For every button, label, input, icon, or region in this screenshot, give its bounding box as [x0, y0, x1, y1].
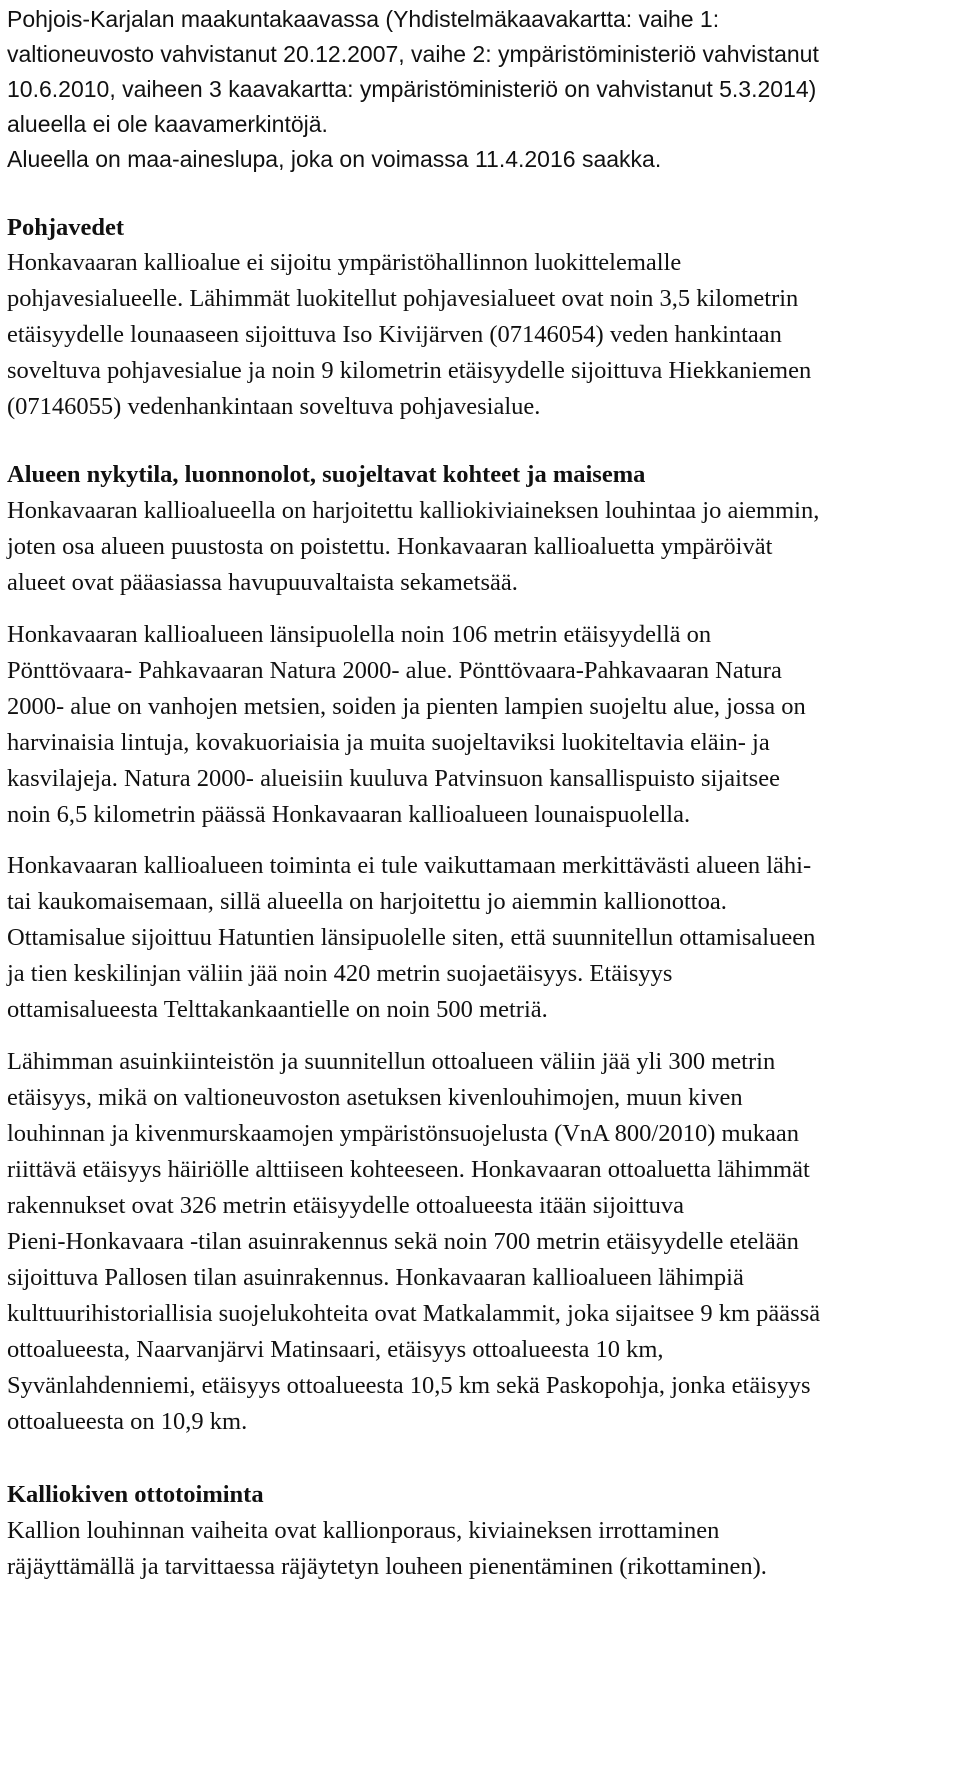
- nykytila-p2-line: noin 6,5 kilometrin päässä Honkavaaran kallioalueen lounaispuolella.: [7, 801, 691, 828]
- nykytila-p4-line: etäisyys, mikä on valtioneuvoston asetuksen kivenlouhimojen, muun kiven: [7, 1084, 743, 1111]
- intro-line: valtioneuvosto vahvistanut 20.12.2007, vaihe 2: ympäristöministeriö vahvistanut: [7, 41, 819, 67]
- pohjavedet-line: etäisyydelle lounaaseen sijoittuva Iso Kivijärven (07146054) veden hankintaan: [7, 321, 782, 348]
- nykytila-p4-line: ottoalueesta on 10,9 km.: [7, 1408, 248, 1435]
- nykytila-p2-line: Honkavaaran kallioalueen länsipuolella noin 106 metrin etäisyydellä on: [7, 621, 712, 648]
- intro-line: Pohjois-Karjalan maakuntakaavassa (Yhdistelmäkaavakartta: vaihe 1:: [7, 6, 720, 32]
- nykytila-p2-line: Pönttövaara- Pahkavaaran Natura 2000- alue. Pönttövaara-Pahkavaaran Natura: [7, 657, 782, 684]
- kalliokiven-heading: Kalliokiven ottotoiminta: [7, 1481, 264, 1508]
- kalliokiven-line: Kallion louhinnan vaiheita ovat kallionporaus, kiviaineksen irrottaminen: [7, 1517, 720, 1544]
- pohjavedet-line: soveltuva pohjavesialue ja noin 9 kilometrin etäisyydelle sijoittuva Hiekkaniemen: [7, 357, 812, 384]
- nykytila-p4-line: sijoittuva Pallosen tilan asuinrakennus. Honkavaaran kallioalueen lähimpiä: [7, 1264, 744, 1291]
- nykytila-p4-line: Pieni-Honkavaara -tilan asuinrakennus sekä noin 700 metrin etäisyydelle etelään: [7, 1228, 799, 1255]
- kalliokiven-line: räjäyttämällä ja tarvittaessa räjäytetyn louheen pienentäminen (rikottaminen).: [7, 1553, 767, 1580]
- nykytila-p4-line: rakennukset ovat 326 metrin etäisyydelle ottoalueesta itään sijoittuva: [7, 1192, 684, 1219]
- intro-line: 10.6.2010, vaiheen 3 kaavakartta: ympäristöministeriö on vahvistanut 5.3.2014): [7, 76, 817, 102]
- nykytila-p3-line: ja tien keskilinjan väliin jää noin 420 metrin suojaetäisyys. Etäisyys: [7, 960, 673, 987]
- pohjavedet-line-mixed: [7, 280, 798, 318]
- nykytila-p4-line: Syvänlahdenniemi, etäisyys ottoalueesta 10,5 km sekä Paskopohja, jonka etäisyys: [7, 1372, 811, 1399]
- nykytila-p4-line: ottoalueesta, Naarvanjärvi Matinsaari, etäisyys ottoalueesta 10 km,: [7, 1336, 664, 1363]
- nykytila-p1-line: Honkavaaran kallioalueella on harjoitettu kalliokiviaineksen louhintaa jo aiemmin,: [7, 497, 820, 524]
- nykytila-p2-line: harvinaisia lintuja, kovakuoriaisia ja muita suojeltaviksi luokiteltavia eläin- ja: [7, 729, 770, 756]
- nykytila-p2-line: 2000- alue on vanhojen metsien, soiden ja pienten lampien suojeltu alue, jossa on: [7, 693, 806, 720]
- nykytila-p3-line: Ottamisalue sijoittuu Hatuntien länsipuolelle siten, että suunnitellun ottamisalueen: [7, 924, 816, 951]
- nykytila-p4-line: Lähimman asuinkiinteistön ja suunnitellun ottoalueen väliin jää yli 300 metrin: [7, 1048, 776, 1075]
- nykytila-heading: Alueen nykytila, luonnonolot, suojeltavat kohteet ja maisema: [7, 461, 646, 488]
- nykytila-p4-line: kulttuurihistoriallisia suojelukohteita ovat Matkalammit, joka sijaitsee 9 km päässä: [7, 1300, 821, 1327]
- pohjavedet-heading: Pohjavedet: [7, 214, 125, 241]
- nykytila-p1-line: joten osa alueen puustosta on poistettu. Honkavaaran kallioaluetta ympäröivät: [7, 533, 773, 560]
- nykytila-p4-line: riittävä etäisyys häiriölle alttiiseen kohteeseen. Honkavaaran ottoaluetta lähimmät: [7, 1156, 810, 1183]
- pohjavedet-line: Honkavaaran kallioalue ei sijoitu ympäristöhallinnon luokittelemalle: [7, 249, 682, 276]
- nykytila-p1-line: alueet ovat pääasiassa havupuuvaltaista sekametsää.: [7, 569, 518, 596]
- intro-line: alueella ei ole kaavamerkintöjä.: [7, 111, 328, 137]
- pohjavedet-line-start: pohjavesialueelle.: [7, 285, 184, 312]
- nykytila-p3-line: ottamisalueesta Telttakankaantielle on noin 500 metriä.: [7, 996, 548, 1023]
- pohjavedet-line: (07146055) vedenhankintaan soveltuva pohjavesialue.: [7, 393, 541, 420]
- pohjavedet-line-rest: Lähimmät luokitellut pohjavesialueet ovat noin 3,5 kilometrin: [183, 285, 799, 312]
- nykytila-p4-line: louhinnan ja kivenmurskaamojen ympäristönsuojelusta (VnA 800/2010) mukaan: [7, 1120, 800, 1147]
- intro-line: Alueella on maa-aineslupa, joka on voimassa 11.4.2016 saakka.: [7, 146, 662, 172]
- nykytila-p2-line: kasvilajeja. Natura 2000- alueisiin kuuluva Patvinsuon kansallispuisto sijaitsee: [7, 765, 780, 792]
- nykytila-p3-line: tai kaukomaisemaan, sillä alueella on harjoitettu jo aiemmin kallionottoa.: [7, 888, 727, 915]
- nykytila-p3-line: Honkavaaran kallioalueen toiminta ei tule vaikuttamaan merkittävästi alueen lähi-: [7, 852, 812, 879]
